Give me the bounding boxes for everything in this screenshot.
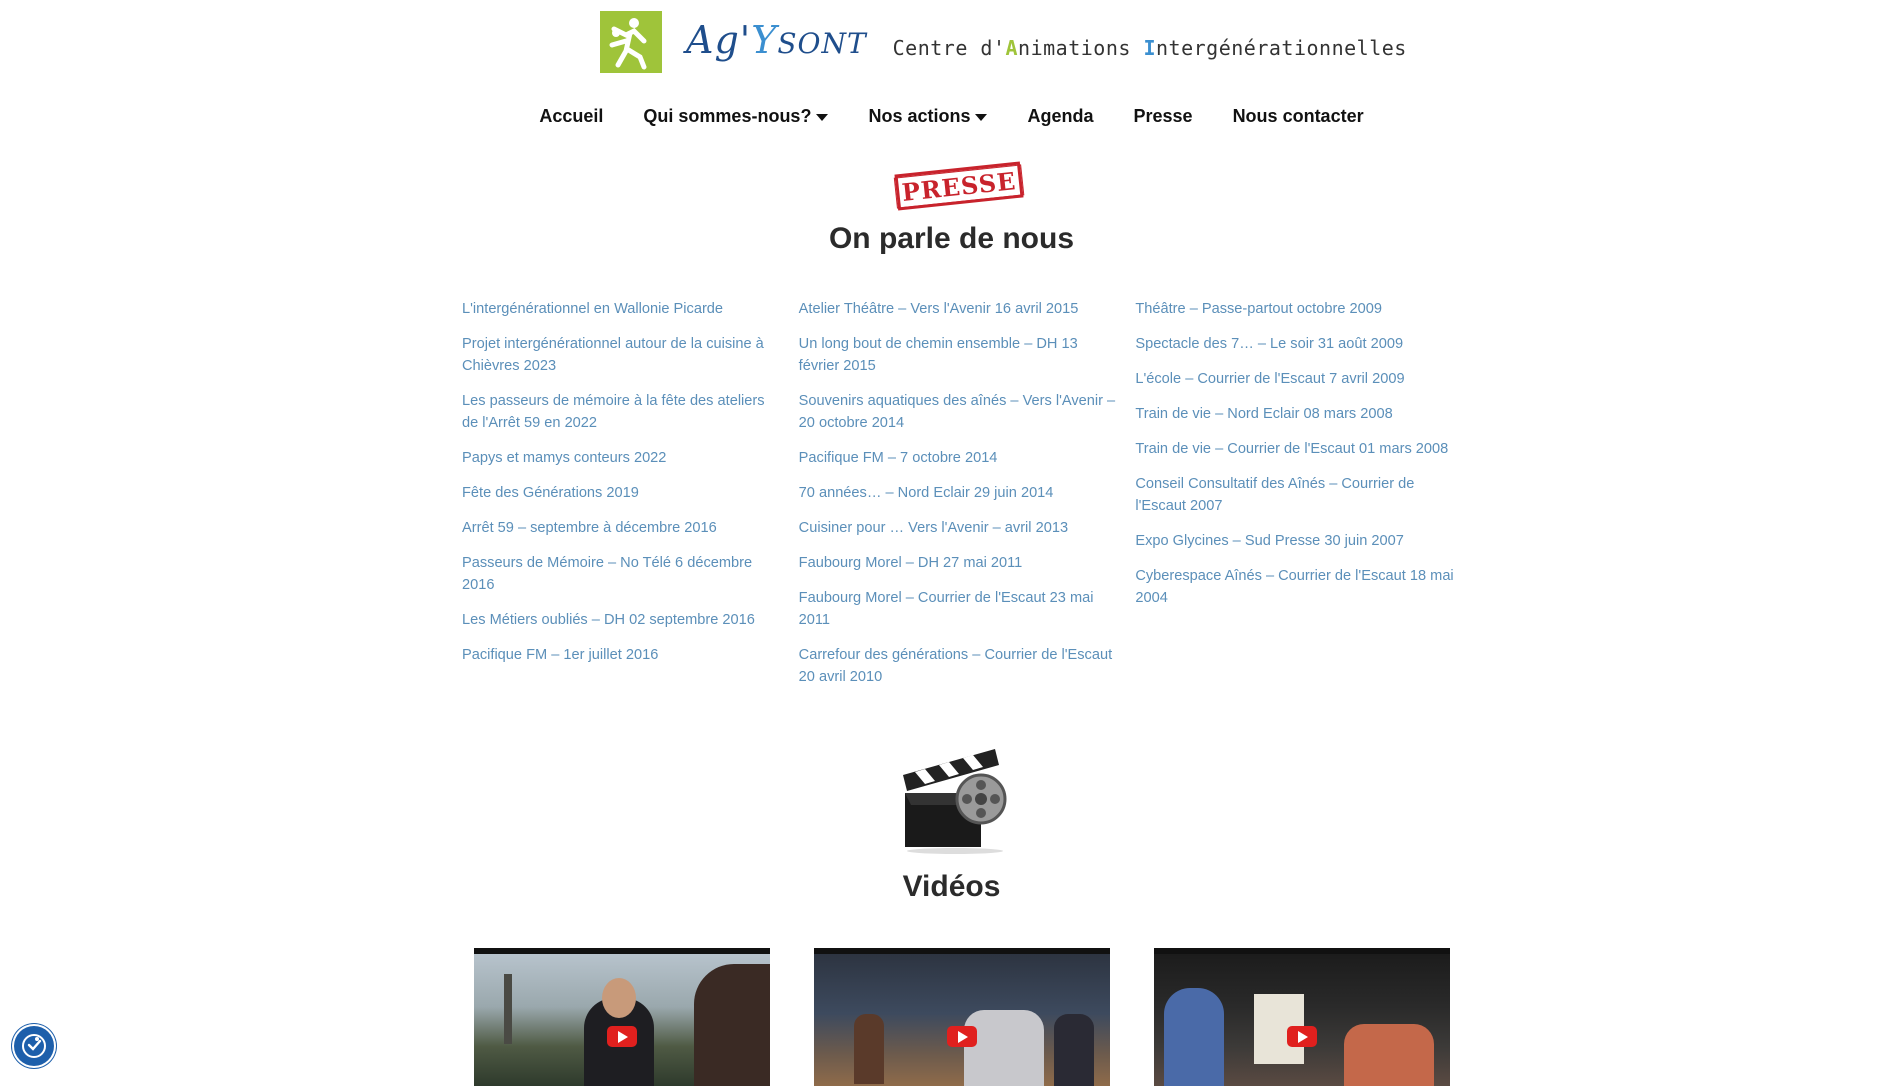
site-logo[interactable] — [600, 10, 1407, 74]
nav-item-agenda[interactable] — [1007, 102, 1113, 131]
press-articles-list — [462, 298, 1472, 701]
nav-item-accueil[interactable] — [519, 102, 623, 131]
tagline-part: Centre d' — [892, 36, 1006, 60]
press-link[interactable]: Pacifique FM – 1er juillet 2016 — [462, 647, 659, 663]
press-link[interactable]: Théâtre – Passe-partout octobre 2009 — [1135, 301, 1382, 317]
video-thumbnail[interactable] — [1154, 948, 1450, 1086]
logo-tagline — [893, 36, 1407, 60]
site-header — [0, 0, 1903, 90]
videos-section-title: Vidéos — [902, 870, 1001, 903]
nav-label: Nos actions — [868, 106, 971, 126]
tagline-part: I — [1143, 36, 1157, 60]
press-link[interactable]: Cyberespace Aînés – Courrier de l'Escaut 18 mai 2004 — [1135, 568, 1454, 606]
tree-shape — [504, 974, 512, 1044]
clapperboard-film-reel-icon — [895, 735, 1015, 855]
press-link[interactable]: Expo Glycines – Sud Presse 30 juin 2007 — [1135, 533, 1404, 549]
video-grid — [474, 948, 1450, 1086]
stamp-text: PRESSE — [893, 164, 1024, 208]
video-thumbnail[interactable] — [814, 948, 1110, 1086]
logo-word-prefix: Ag' — [686, 18, 752, 62]
press-link[interactable]: Atelier Théâtre – Vers l'Avenir 16 avril 2015 — [798, 301, 1079, 317]
nav-item-presse[interactable] — [1114, 102, 1213, 131]
nav-label: Nous contacter — [1232, 106, 1364, 126]
video-thumbnail[interactable] — [474, 948, 770, 1086]
nav-item-qui-sommes-nous[interactable] — [623, 102, 848, 131]
press-link[interactable]: Train de vie – Nord Eclair 08 mars 2008 — [1135, 406, 1393, 422]
youtube-play-icon[interactable] — [947, 1026, 977, 1047]
person-head — [602, 978, 636, 1018]
youtube-play-icon[interactable] — [1287, 1026, 1317, 1047]
press-column-2 — [799, 298, 1136, 701]
person-figure — [1164, 988, 1224, 1086]
press-link[interactable]: Carrefour des générations – Courrier de l'Escaut 20 avril 2010 — [798, 647, 1113, 685]
person-group — [964, 1010, 1044, 1086]
press-link[interactable]: Faubourg Morel – DH 27 mai 2011 — [798, 555, 1023, 571]
press-link[interactable]: Un long bout de chemin ensemble – DH 13 février 2015 — [798, 336, 1078, 374]
press-link[interactable]: Spectacle des 7… – Le soir 31 août 2009 — [1135, 336, 1404, 352]
press-link[interactable]: Souvenirs aquatiques des aînés – Vers l'Avenir – 20 octobre 2014 — [798, 393, 1116, 431]
tagline-part: A — [1005, 36, 1019, 60]
press-link[interactable]: Papys et mamys conteurs 2022 — [462, 450, 667, 466]
press-link[interactable]: Les Métiers oubliés – DH 02 septembre 2016 — [462, 612, 755, 628]
press-column-1 — [462, 298, 799, 701]
press-link[interactable]: 70 années… – Nord Eclair 29 juin 2014 — [798, 485, 1054, 501]
press-link[interactable]: Cuisiner pour … Vers l'Avenir – avril 2013 — [798, 520, 1069, 536]
press-link[interactable]: Train de vie – Courrier de l'Escaut 01 mars 2008 — [1135, 441, 1449, 457]
nav-label: Agenda — [1027, 106, 1094, 126]
tagline-part: ntergénérationnelles — [1156, 36, 1407, 60]
press-link[interactable]: Fête des Générations 2019 — [462, 485, 639, 501]
nav-item-nos-actions[interactable] — [848, 102, 1007, 131]
presse-section-title: On parle de nous — [828, 222, 1075, 255]
accessibility-icon[interactable] — [14, 1026, 54, 1066]
press-link[interactable]: Faubourg Morel – Courrier de l'Escaut 23 mai 2011 — [798, 590, 1094, 628]
press-link[interactable]: Arrêt 59 – septembre à décembre 2016 — [462, 520, 717, 536]
person-figure — [854, 1014, 884, 1084]
person-figure — [1054, 1014, 1094, 1086]
presse-stamp-image — [894, 162, 1023, 211]
nav-label: Presse — [1133, 106, 1193, 126]
logo-wordmark — [686, 18, 867, 62]
logo-mark-icon — [600, 11, 662, 73]
caret-down-icon — [816, 114, 828, 121]
press-link[interactable]: Conseil Consultatif des Aînés – Courrier de l'Escaut 2007 — [1135, 476, 1415, 514]
press-column-3 — [1135, 298, 1472, 701]
nav-label: Qui sommes-nous? — [643, 106, 812, 126]
main-navigation — [0, 102, 1903, 131]
press-link[interactable]: Passeurs de Mémoire – No Télé 6 décembre 2016 — [462, 555, 753, 593]
logo-word-suffix: SONT — [777, 27, 867, 60]
press-link[interactable]: L'école – Courrier de l'Escaut 7 avril 2009 — [1135, 371, 1405, 387]
logo-word-y: Y — [751, 18, 778, 62]
person-figure — [694, 964, 770, 1086]
tagline-part: nimations — [1018, 36, 1144, 60]
caret-down-icon — [975, 114, 987, 121]
press-link[interactable]: Projet intergénérationnel autour de la cuisine à Chièvres 2023 — [462, 336, 764, 374]
nav-item-nous-contacter[interactable] — [1213, 102, 1384, 131]
press-link[interactable]: Pacifique FM – 7 octobre 2014 — [798, 450, 998, 466]
press-link[interactable]: Les passeurs de mémoire à la fête des ateliers de l'Arrêt 59 en 2022 — [462, 393, 765, 431]
nav-label: Accueil — [539, 106, 604, 126]
youtube-play-icon[interactable] — [607, 1026, 637, 1047]
press-link[interactable]: L'intergénérationnel en Wallonie Picarde — [462, 301, 724, 317]
person-group — [1344, 1024, 1434, 1086]
